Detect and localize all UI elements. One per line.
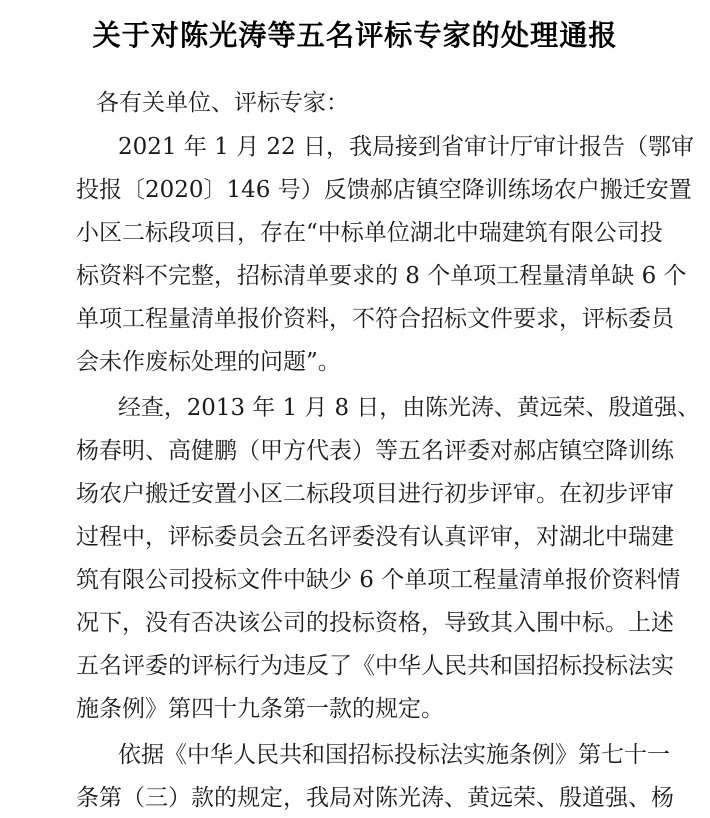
paragraph-line: 会未作废标处理的问题”。 [76, 349, 341, 375]
paragraph-line: 杨春明、高健鹏（甲方代表）等五名评委对郝店镇空降训练 [76, 438, 674, 464]
paragraph-line: 过程中，评标委员会五名评委没有认真评审，对湖北中瑞建 [76, 524, 674, 550]
paragraph-line: 况下，没有否决该公司的投标资格，导致其入围中标。上述 [76, 610, 674, 636]
paragraph-line: 场农户搬迁安置小区二标段项目进行初步评审。在初步评审 [76, 481, 674, 507]
paragraph-line: 施条例》第四十九条第一款的规定。 [76, 696, 444, 722]
paragraph-line: 依据《中华人民共和国招标投标法实施条例》第七十一 [118, 742, 670, 768]
paragraph-line: 五名评委的评标行为违反了《中华人民共和国招标投标法实 [76, 653, 674, 679]
paragraph-line: 2021 年 1 月 22 日，我局接到省审计厅审计报告（鄂审 [118, 134, 694, 160]
paragraph-line: 经查，2013 年 1 月 8 日，由陈光涛、黄远荣、殷道强、 [118, 395, 700, 421]
paragraph-line: 条第（三）款的规定，我局对陈光涛、黄远荣、殷道强、杨 [76, 785, 674, 811]
paragraph-line: 小区二标段项目，存在“中标单位湖北中瑞建筑有限公司投 [76, 220, 663, 246]
paragraph-line: 单项工程量清单报价资料，不符合招标文件要求，评标委员 [76, 306, 674, 332]
document-title: 关于对陈光涛等五名评标专家的处理通报 [92, 19, 618, 52]
paragraph-line: 筑有限公司投标文件中缺少 6 个单项工程量清单报价资料情 [76, 567, 681, 593]
salutation: 各有关单位、评标专家： [96, 90, 349, 116]
paragraph-line: 标资料不完整，招标清单要求的 8 个单项工程量清单缺 6 个 [76, 263, 687, 289]
paragraph-line: 投报〔2020〕146 号）反馈郝店镇空降训练场农户搬迁安置 [76, 177, 692, 203]
